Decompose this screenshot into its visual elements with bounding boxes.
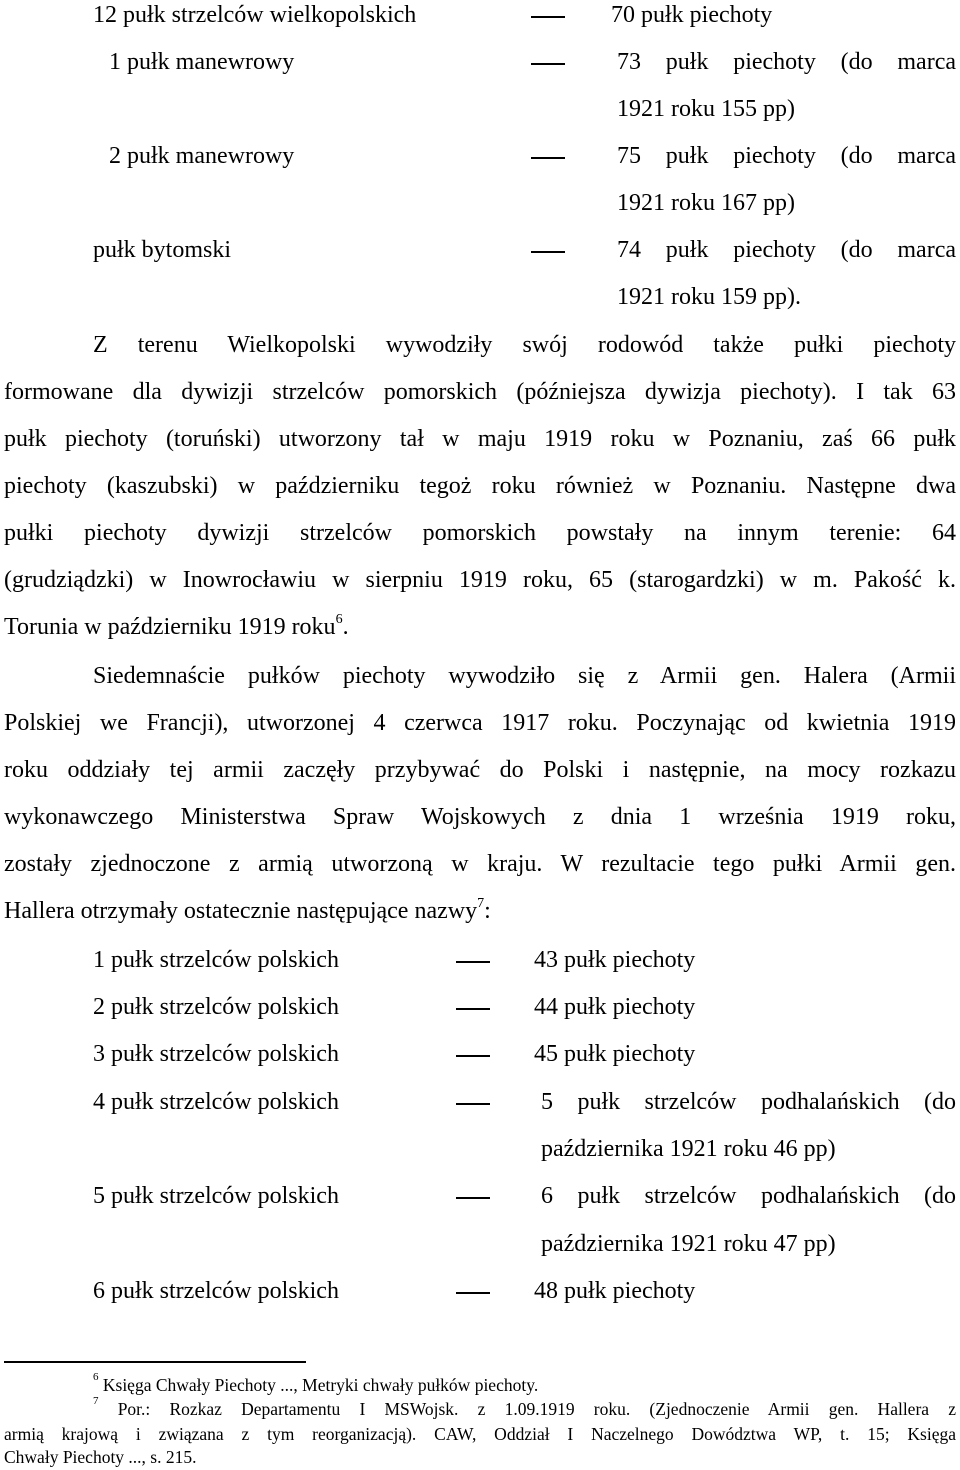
footnote-7-line: armią krajową i związana z tym reorganizacją). CAW, Oddział I Naczelnego Dowództwa WP, t. 15; Księga xyxy=(4,1424,956,1444)
mapping-dash xyxy=(456,1292,490,1294)
mapping-dash xyxy=(531,251,565,253)
footnote-ref-7[interactable]: 7 xyxy=(477,896,485,911)
footnote-7-line xyxy=(93,1395,957,1419)
new-regiment-name: 70 pułk piechoty xyxy=(611,2,773,28)
new-regiment-name: 75 pułk piechoty (do marca xyxy=(617,143,956,169)
new-regiment-name: 45 pułk piechoty xyxy=(534,1041,696,1067)
old-regiment-name: pułk bytomski xyxy=(93,237,232,263)
mapping-dash xyxy=(456,1055,490,1057)
mapping-row xyxy=(0,1090,960,1114)
paragraph-line xyxy=(4,612,956,640)
paragraph-text: : xyxy=(484,898,491,924)
new-regiment-name-continuation: 1921 roku 159 pp). xyxy=(617,284,801,310)
mapping-row xyxy=(0,995,960,1019)
old-regiment-name: 6 pułk strzelców polskich xyxy=(93,1278,339,1304)
old-regiment-name: 2 pułk strzelców polskich xyxy=(93,994,339,1020)
paragraph-line: Z terenu Wielkopolski wywodziły swój rodowód także pułki piechoty xyxy=(93,332,956,358)
mapping-dash xyxy=(531,157,565,159)
mapping-dash xyxy=(531,16,565,18)
mapping-row xyxy=(0,1042,960,1066)
mapping-dash xyxy=(456,961,490,963)
new-regiment-name-continuation: 1921 roku 167 pp) xyxy=(617,190,795,216)
old-regiment-name: 5 pułk strzelców polskich xyxy=(93,1183,339,1209)
paragraph-line: (grudziądzki) w Inowrocławiu w sierpniu 1919 roku, 65 (starogardzki) w m. Pakość k. xyxy=(4,567,956,593)
paragraph-line: roku oddziały tej armii zaczęły przybywać do Polski i następnie, na mocy rozkazu xyxy=(4,757,956,783)
mapping-row xyxy=(0,948,960,972)
footnote-text: Por.: Rozkaz Departamentu I MSWojsk. z 1.09.1919 roku. (Zjednoczenie Armii gen. Hallera z xyxy=(117,1399,957,1419)
footnote-ref-6[interactable]: 6 xyxy=(335,612,343,627)
footnote-separator xyxy=(4,1361,306,1363)
footnote-text: Księga Chwały Piechoty ..., Metryki chwały pułków piechoty. xyxy=(102,1375,539,1395)
footnote-number: 6 xyxy=(93,1371,99,1384)
paragraph-line: pułk piechoty (toruński) utworzony tał w maju 1919 roku w Poznaniu, zaś 66 pułk xyxy=(4,426,956,452)
new-regiment-name: 6 pułk strzelców podhalańskich (do xyxy=(541,1183,956,1209)
mapping-row xyxy=(0,3,960,27)
new-regiment-name-continuation: 1921 roku 155 pp) xyxy=(617,96,795,122)
paragraph-text: Torunia w październiku 1919 roku xyxy=(4,614,336,640)
new-regiment-name: 43 pułk piechoty xyxy=(534,947,696,973)
mapping-dash xyxy=(531,63,565,65)
new-regiment-name: 73 pułk piechoty (do marca xyxy=(617,49,956,75)
mapping-dash xyxy=(456,1197,490,1199)
paragraph-line: Polskiej we Francji), utworzonej 4 czerwca 1917 roku. Poczynając od kwietnia 1919 xyxy=(4,710,956,736)
paragraph-line: zostały zjednoczone z armią utworzoną w kraju. W rezultacie tego pułki Armii gen. xyxy=(4,851,956,877)
old-regiment-name: 1 pułk manewrowy xyxy=(109,49,295,75)
mapping-row xyxy=(0,1279,960,1303)
mapping-dash xyxy=(456,1008,490,1010)
mapping-row xyxy=(0,238,960,262)
new-regiment-name: 44 pułk piechoty xyxy=(534,994,696,1020)
new-regiment-name-continuation: października 1921 roku 46 pp) xyxy=(541,1136,836,1162)
paragraph-line: pułki piechoty dywizji strzelców pomorskich powstały na innym terenie: 64 xyxy=(4,520,956,546)
paragraph-line: wykonawczego Ministerstwa Spraw Wojskowych z dnia 1 września 1919 roku, xyxy=(4,804,956,830)
paragraph-text: Hallera otrzymały ostatecznie następujące nazwy xyxy=(4,898,478,924)
mapping-row xyxy=(0,50,960,74)
mapping-dash xyxy=(456,1103,490,1105)
mapping-row xyxy=(0,144,960,168)
new-regiment-name: 48 pułk piechoty xyxy=(534,1278,696,1304)
old-regiment-name: 12 pułk strzelców wielkopolskich xyxy=(93,2,417,28)
footnote-7-line: Chwały Piechoty ..., s. 215. xyxy=(4,1447,197,1467)
old-regiment-name: 3 pułk strzelców polskich xyxy=(93,1041,339,1067)
new-regiment-name: 74 pułk piechoty (do marca xyxy=(617,237,956,263)
new-regiment-name: 5 pułk strzelców podhalańskich (do xyxy=(541,1089,956,1115)
footnote-number: 7 xyxy=(93,1395,99,1408)
paragraph-line: formowane dla dywizji strzelców pomorskich (późniejsza dywizja piechoty). I tak 63 xyxy=(4,379,956,405)
footnote-6 xyxy=(93,1371,539,1395)
old-regiment-name: 1 pułk strzelców polskich xyxy=(93,947,339,973)
old-regiment-name: 4 pułk strzelców polskich xyxy=(93,1089,339,1115)
paragraph-line: piechoty (kaszubski) w październiku tegoż roku również w Poznaniu. Następne dwa xyxy=(4,473,956,499)
paragraph-line: Siedemnaście pułków piechoty wywodziło się z Armii gen. Halera (Armii xyxy=(93,663,956,689)
mapping-row xyxy=(0,1184,960,1208)
new-regiment-name-continuation: października 1921 roku 47 pp) xyxy=(541,1231,836,1257)
paragraph-text: . xyxy=(342,614,349,640)
old-regiment-name: 2 pułk manewrowy xyxy=(109,143,295,169)
paragraph-line xyxy=(4,896,956,924)
